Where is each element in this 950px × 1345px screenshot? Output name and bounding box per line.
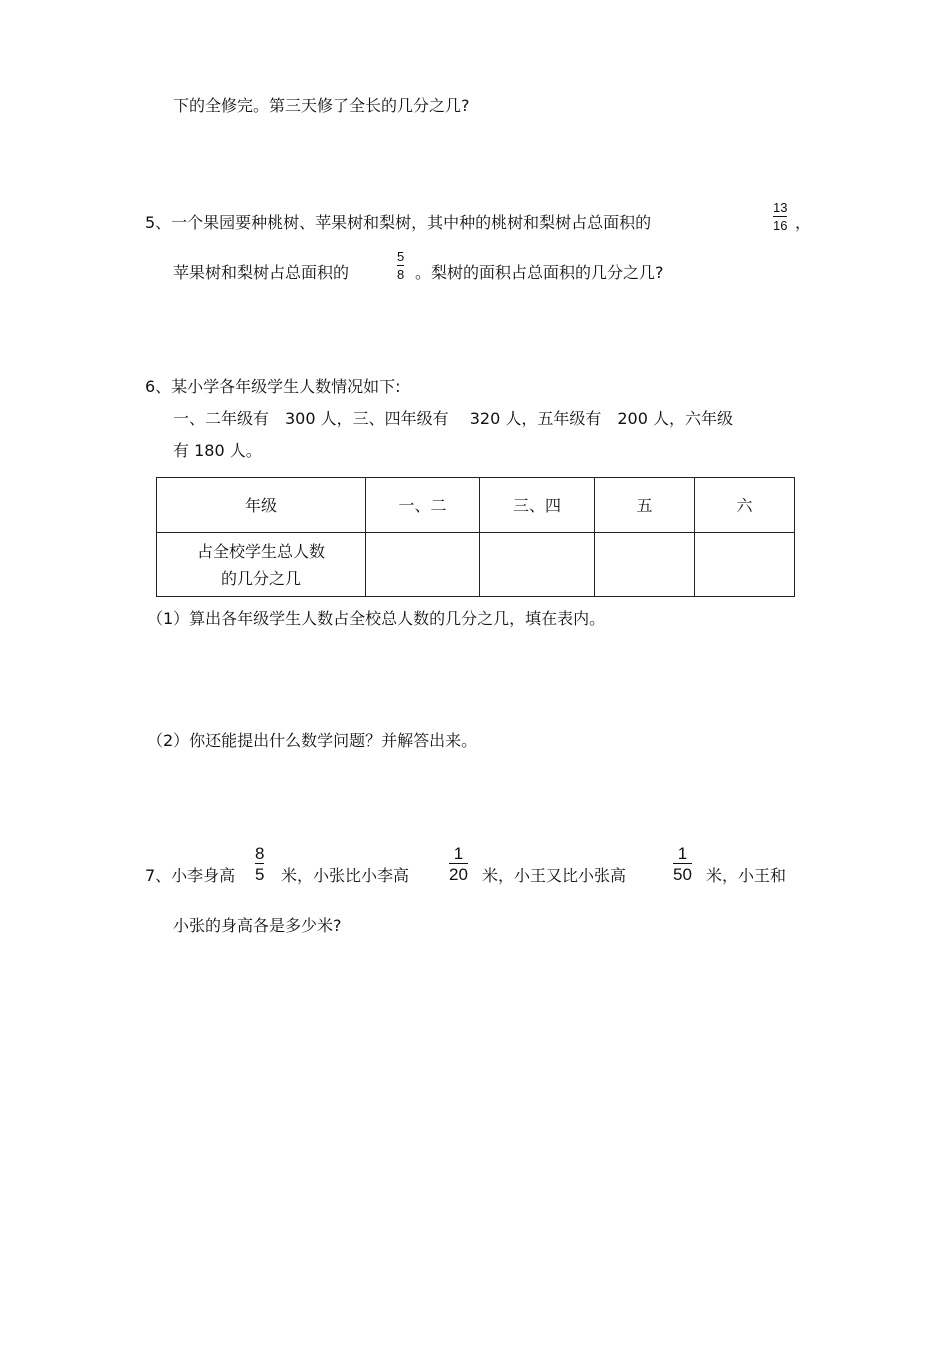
q7-frac3-numerator: 1: [677, 844, 688, 863]
q7-part4: 米，小王和: [706, 866, 787, 885]
header-cell-5: 五: [595, 478, 695, 533]
grade-fraction-table: [156, 477, 795, 597]
answer-cell-6[interactable]: [695, 533, 795, 597]
fraction-bar: [255, 863, 264, 864]
q5-line2-part1: 苹果树和梨树占总面积的: [173, 263, 350, 282]
q7-part2: 米，小张比小李高: [281, 866, 410, 885]
row-label-line2: 的几分之几: [220, 568, 301, 588]
header-cell-3-4: 三、四: [480, 478, 595, 533]
header-cell-grade: 年级: [157, 478, 366, 533]
fraction-bar: [673, 863, 692, 864]
row-label-line1: 占全校学生总人数: [196, 541, 325, 561]
q5-frac1-numerator: 13: [773, 200, 788, 215]
fraction-bar: [773, 216, 787, 217]
q7-line2: 小张的身高各是多少米?: [173, 916, 342, 935]
q5-fraction-13-16: [773, 201, 787, 232]
q6-subquestion-1: （1）算出各年级学生人数占全校总人数的几分之几，填在表内。: [147, 609, 606, 628]
fraction-bar: [397, 265, 404, 266]
answer-cell-5[interactable]: [595, 533, 695, 597]
q5-comma: ，: [795, 213, 812, 232]
q7-frac3-denominator: 50: [673, 865, 692, 884]
table-header-row: [157, 478, 795, 533]
q5-frac2-numerator: 5: [397, 249, 405, 264]
q7-frac2-denominator: 20: [449, 865, 468, 884]
answer-cell-3-4[interactable]: [480, 533, 595, 597]
q7-fraction-1-50: [673, 845, 692, 883]
q7-frac1-denominator: 5: [255, 865, 265, 884]
fraction-bar: [449, 863, 468, 864]
q6-intro: 6、某小学各年级学生人数情况如下:: [145, 377, 401, 396]
q7-part3: 米，小王又比小张高: [482, 866, 627, 885]
q4-continuation-text: 下的全修完。第三天修了全长的几分之几?: [173, 96, 470, 115]
q5-line1: 5、一个果园要种桃树、苹果树和梨树，其中种的桃树和梨树占总面积的: [145, 213, 652, 232]
q5-frac2-denominator: 8: [397, 267, 405, 282]
q7-frac1-numerator: 8: [255, 844, 265, 863]
q5-line2-part2: 。梨树的面积占总面积的几分之几?: [415, 263, 664, 282]
q5-frac1-denominator: 16: [773, 218, 788, 233]
table-fraction-row: [157, 533, 795, 597]
q5-fraction-5-8: [397, 250, 404, 281]
q7-fraction-1-20: [449, 845, 468, 883]
q7-frac2-numerator: 1: [453, 844, 464, 863]
q6-subquestion-2: （2）你还能提出什么数学问题？并解答出来。: [147, 731, 478, 750]
q7-part1: 7、小李身高: [145, 866, 236, 885]
q6-line2: 一、二年级有 300 人，三、四年级有 320 人，五年级有 200 人，六年级: [173, 409, 733, 428]
header-cell-1-2: 一、二: [366, 478, 480, 533]
q7-fraction-8-5: [255, 845, 264, 883]
header-cell-6: 六: [695, 478, 795, 533]
answer-cell-1-2[interactable]: [366, 533, 480, 597]
q6-line3: 有 180 人。: [173, 441, 262, 460]
row-label-cell: [157, 533, 366, 597]
